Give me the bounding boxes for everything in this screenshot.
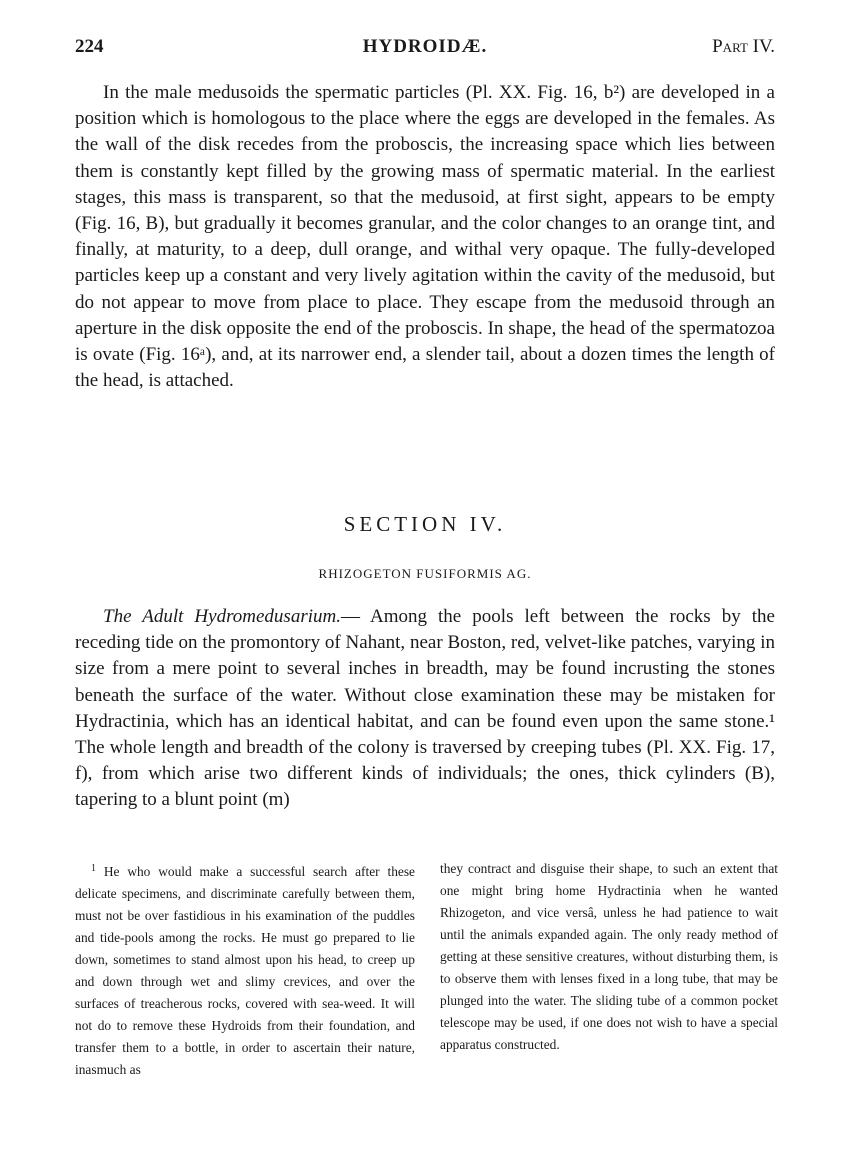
page-number: 224 bbox=[75, 36, 104, 57]
part-label: Part IV. bbox=[712, 36, 775, 57]
footnote-column-left bbox=[75, 858, 415, 1081]
section-heading: SECTION IV. bbox=[343, 512, 507, 536]
paragraph-2-text: — Among the pools left between the rocks by the receding tide on the promontory of Nahant, near Boston, red, velvet-like patches, varying in size from a mere point to several inches in breadth, may be found incrusting the stones beneath the surface of the water. Without close examination these may be mistaken for Hydractinia, which has an identical habitat, and can be found even upon the same stone.¹ The whole length and breadth of the colony is traversed by creeping tubes (Pl. XX. Fig. 17, f), from which arise two different kinds of individuals; the ones, thick cylinders (B), tapering to a blunt point (m) bbox=[75, 606, 775, 811]
paragraph-adult-hydromedusarium bbox=[75, 604, 775, 814]
paragraph-2-lead: The Adult Hydromedusarium. bbox=[103, 606, 341, 627]
running-header bbox=[75, 36, 775, 60]
footnote-right-text: they contract and disguise their shape, to such an extent that one might bring home Hydractinia when he wanted Rhizogeton, and vice versâ, unless he had patience to wait until the animals expanded again. The only ready method of getting at these sensitive creatures, without disturbing them, is to observe them with lenses fixed in a long tube, that may be plunged into the water. The sliding tube of a common pocket telescope may be used, if one does not wish to have a special apparatus constructed. bbox=[440, 861, 778, 1052]
footnote-left-text: He who would make a successful search after these delicate specimens, and discriminate carefully between them, must not be over fastidious in his examination of the puddles and tide-pools among the rocks. He must go prepared to lie down, sometimes to stand almost upon his head, to creep up and down through wet and slimy crevices, and over the surfaces of treacherous rocks, covered with sea-weed. It will not do to remove these Hydroids from their foundation, and transfer them to a bottle, in order to ascertain their nature, inasmuch as bbox=[75, 864, 415, 1077]
paragraph-male-medusoids bbox=[75, 80, 775, 394]
footnote-column-right bbox=[440, 858, 778, 1056]
species-heading: RHIZOGETON FUSIFORMIS AG. bbox=[318, 566, 532, 581]
paragraph-1-text: In the male medusoids the spermatic particles (Pl. XX. Fig. 16, b²) are developed in a position which is homologous to the place where the eggs are developed in the females. As the wall of the disk recedes from the proboscis, the increasing space which lies between them is constantly kept filled by the growing mass of spermatic material. In the earliest stages, this mass is transparent, so that the medusoid, at first sight, appears to be empty (Fig. 16, B), but gradually it becomes granular, and the color changes to an orange tint, and finally, at maturity, to a deep, dull orange, and withal very opaque. The fully-developed particles keep up a constant and very lively agitation within the cavity of the medusoid, but do not appear to move from place to place. They escape from the medusoid through an aperture in the disk opposite the end of the proboscis. In shape, the head of the spermatozoa is ovate (Fig. 16ᵃ), and, at its narrower end, a slender tail, about a dozen times the length of the head, is attached. bbox=[75, 82, 775, 392]
running-title: HYDROIDÆ. bbox=[362, 36, 488, 57]
footnote-marker: 1 bbox=[91, 863, 96, 874]
